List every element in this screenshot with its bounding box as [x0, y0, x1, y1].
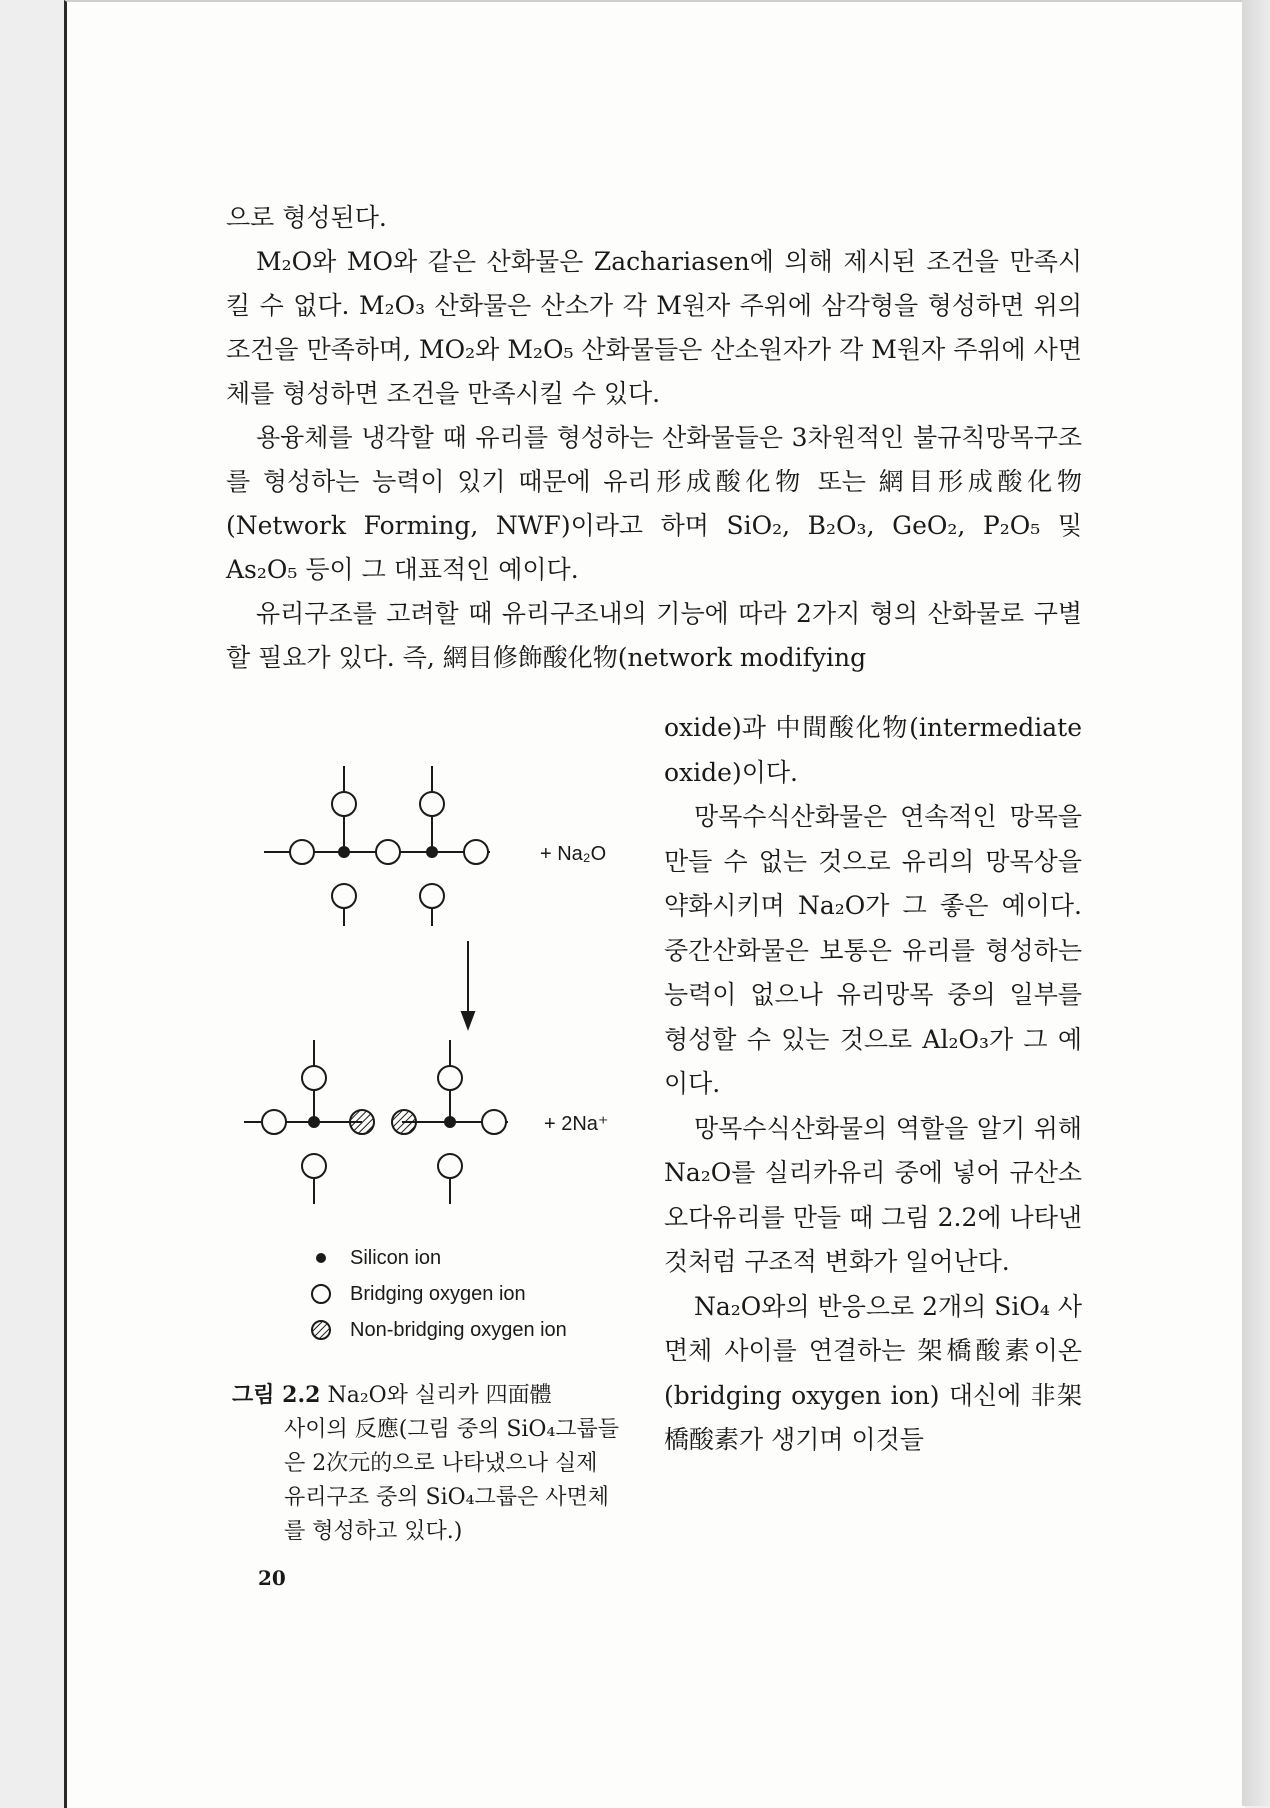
right-column-text — [664, 706, 1082, 1463]
hatched-circle-icon — [310, 1319, 332, 1341]
paragraph-4: 유리구조를 고려할 때 유리구조내의 기능에 따라 2가지 형의 산화물로 구별할 필요가 있다. 즉, 網目修飾酸化物(network modifying — [226, 599, 1082, 672]
paragraph-3: 용융체를 냉각할 때 유리를 형성하는 산화물들은 3차원적인 불규칙망목구조를 형성하는 능력이 있기 때문에 유리形成酸化物 또는 網目形成酸化物(Network Forming, NWF)이라고 하며 SiO₂, B₂O₃, GeO₂, P₂O₅ 및 As₂O₅ 등이 그 대표적인 예이다. — [226, 423, 1082, 584]
reaction-arrow — [462, 941, 474, 1028]
right-paragraph-2: 망목수식산화물은 연속적인 망목을 만들 수 없는 것으로 유리의 망목상을 약화시키며 Na₂O가 그 좋은 예이다. 중간산화물은 보통은 유리를 형성하는 능력이 없으나 유리망목 중의 일부를 형성할 수 있는 것으로 Al₂O₃가 그 예이다. — [664, 802, 1082, 1098]
reaction-diagram — [240, 756, 640, 1236]
page-number: 20 — [258, 1566, 286, 1590]
paragraph-2: M₂O와 MO와 같은 산화물은 Zachariasen에 의해 제시된 조건을 만족시킬 수 없다. M₂O₃ 산화물은 산소가 각 M원자 주위에 삼각형을 형성하면 위의 조건을 만족하며, MO₂와 M₂O₅ 산화물들은 산소원자가 각 M원자 주위에 사면체를 형성하면 조건을 만족시킬 수 있다. — [226, 247, 1082, 408]
caption-first-line: Na₂O와 실리카 四面體 — [327, 1383, 552, 1408]
right-paragraph-3: 망목수식산화물의 역할을 알기 위해 Na₂O를 실리카유리 중에 넣어 규산소오다유리를 만들 때 그림 2.2에 나타낸 것처럼 구조적 변화가 일어난다. — [664, 1113, 1082, 1276]
figure-caption — [232, 1378, 622, 1549]
main-text-block — [226, 196, 1082, 680]
right-paragraph-4: Na₂O와의 반응으로 2개의 SiO₄ 사면체 사이를 연결하는 架橋酸素이온(bridging oxygen ion) 대신에 非架橋酸素가 생기며 이것들 — [664, 1291, 1082, 1454]
caption-continuation: 사이의 反應(그림 중의 SiO₄그룹들은 2次元的으로 나타냈으나 실제 유리구조 중의 SiO₄그룹은 사면체를 형성하고 있다.) — [284, 1417, 620, 1544]
product-label: + 2Na⁺ — [544, 1113, 609, 1135]
paragraph-1: 으로 형성된다. — [226, 203, 387, 232]
caption-label: 그림 2.2 — [232, 1382, 321, 1408]
open-circle-icon — [310, 1283, 332, 1305]
reaction-diagram-svg — [240, 756, 640, 1236]
reactant-label: + Na₂O — [540, 843, 607, 865]
right-paragraph-1: oxide)과 中間酸化物(intermediate oxide)이다. — [664, 713, 1082, 787]
bottom-tetrahedra — [244, 1040, 508, 1204]
top-tetrahedra — [264, 766, 490, 926]
page-edge-shadow — [1242, 0, 1270, 1806]
filled-dot-icon — [310, 1247, 332, 1269]
